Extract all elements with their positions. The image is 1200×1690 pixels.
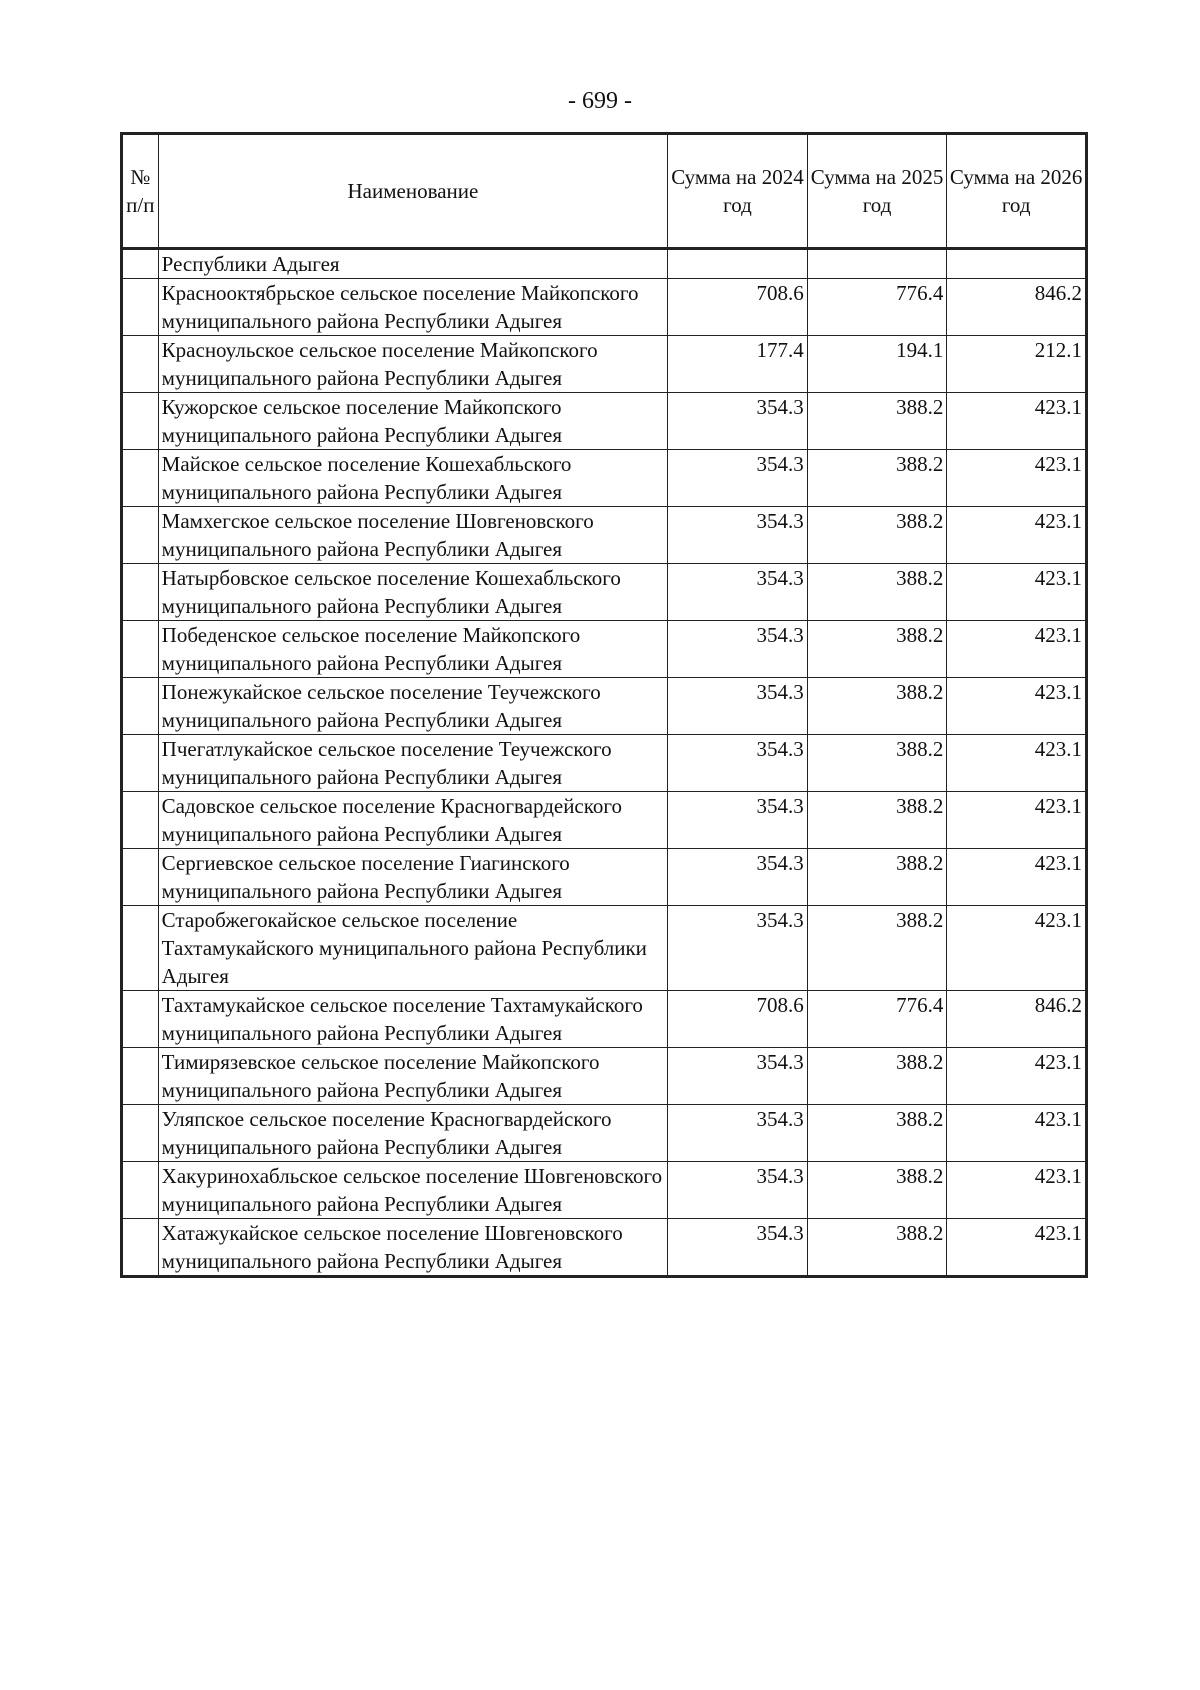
sum-2026-cell: 423.1 [947, 1105, 1087, 1162]
sum-2026-cell: 212.1 [947, 336, 1087, 393]
settlement-name: Хакуринохабльское сельское поселение Шовгеновского муниципального района Республики Адыгея [158, 1162, 668, 1219]
sum-2024-cell: 354.3 [668, 393, 808, 450]
table-row [122, 906, 1087, 991]
sum-2026-cell: 423.1 [947, 678, 1087, 735]
sum-2025-cell: 388.2 [807, 621, 947, 678]
settlement-name: Кужорское сельское поселение Майкопского муниципального района Республики Адыгея [158, 393, 668, 450]
sum-2024-cell: 354.3 [668, 564, 808, 621]
sum-2024-cell: 354.3 [668, 792, 808, 849]
settlement-name: Хатажукайское сельское поселение Шовгеновского муниципального района Республики Адыгея [158, 1219, 668, 1277]
row-number-cell [122, 249, 159, 279]
sum-2025-cell: 194.1 [807, 336, 947, 393]
table-row [122, 450, 1087, 507]
sum-2024-cell: 354.3 [668, 450, 808, 507]
sum-2024-cell: 354.3 [668, 1105, 808, 1162]
sum-2025-cell: 388.2 [807, 1048, 947, 1105]
sum-2025-cell: 388.2 [807, 450, 947, 507]
row-number-cell [122, 393, 159, 450]
table-row [122, 1048, 1087, 1105]
settlement-name: Тахтамукайское сельское поселение Тахтамукайского муниципального района Республики Адыгея [158, 991, 668, 1048]
sum-2026-cell: 423.1 [947, 393, 1087, 450]
sum-2024-cell: 354.3 [668, 621, 808, 678]
row-number-cell [122, 1162, 159, 1219]
sum-2024-cell: 354.3 [668, 906, 808, 991]
table-row [122, 792, 1087, 849]
sum-2026-cell: 423.1 [947, 1048, 1087, 1105]
empty-cell [668, 249, 808, 279]
sum-2024-cell: 354.3 [668, 1048, 808, 1105]
sum-2024-cell: 354.3 [668, 507, 808, 564]
sum-2025-cell: 776.4 [807, 279, 947, 336]
sum-2026-cell: 423.1 [947, 1219, 1087, 1277]
table-row [122, 1105, 1087, 1162]
sum-2024-cell: 708.6 [668, 279, 808, 336]
header-sum-2024: Сумма на 2024 год [668, 134, 808, 249]
header-name: Наименование [158, 134, 668, 249]
sum-2024-cell: 354.3 [668, 735, 808, 792]
sum-2025-cell: 388.2 [807, 678, 947, 735]
table-row [122, 564, 1087, 621]
sum-2025-cell: 388.2 [807, 1105, 947, 1162]
settlement-name: Уляпское сельское поселение Красногвардейского муниципального района Республики Адыгея [158, 1105, 668, 1162]
empty-cell [807, 249, 947, 279]
header-number: № п/п [122, 134, 159, 249]
table-row [122, 507, 1087, 564]
sum-2024-cell: 354.3 [668, 1162, 808, 1219]
sum-2026-cell: 846.2 [947, 991, 1087, 1048]
table-row [122, 336, 1087, 393]
sum-2025-cell: 388.2 [807, 564, 947, 621]
budget-table [120, 132, 1088, 1278]
sum-2025-cell: 388.2 [807, 792, 947, 849]
sum-2025-cell: 388.2 [807, 849, 947, 906]
table-row [122, 849, 1087, 906]
sum-2026-cell: 423.1 [947, 849, 1087, 906]
settlement-name: Победенское сельское поселение Майкопского муниципального района Республики Адыгея [158, 621, 668, 678]
row-number-cell [122, 564, 159, 621]
sum-2024-cell: 354.3 [668, 849, 808, 906]
row-number-cell [122, 849, 159, 906]
page-number: - 699 - [568, 88, 632, 114]
header-sum-2026: Сумма на 2026 год [947, 134, 1087, 249]
table-row [122, 1162, 1087, 1219]
sum-2025-cell: 388.2 [807, 507, 947, 564]
row-number-cell [122, 1219, 159, 1277]
sum-2026-cell: 423.1 [947, 507, 1087, 564]
sum-2024-cell: 354.3 [668, 678, 808, 735]
sum-2026-cell: 423.1 [947, 621, 1087, 678]
settlement-name: Понежукайское сельское поселение Теучежского муниципального района Республики Адыгея [158, 678, 668, 735]
table-row [122, 1219, 1087, 1277]
sum-2026-cell: 846.2 [947, 279, 1087, 336]
row-number-cell [122, 621, 159, 678]
sum-2026-cell: 423.1 [947, 450, 1087, 507]
row-number-cell [122, 1048, 159, 1105]
settlement-name: Пчегатлукайское сельское поселение Теучежского муниципального района Республики Адыгея [158, 735, 668, 792]
empty-cell [947, 249, 1087, 279]
row-number-cell [122, 678, 159, 735]
row-number-cell [122, 279, 159, 336]
sum-2025-cell: 388.2 [807, 393, 947, 450]
table-row [122, 735, 1087, 792]
table-row [122, 991, 1087, 1048]
sum-2025-cell: 776.4 [807, 991, 947, 1048]
settlement-name: Старобжегокайское сельское поселение Тахтамукайского муниципального района Республики Адыгея [158, 906, 668, 991]
sum-2026-cell: 423.1 [947, 735, 1087, 792]
settlement-name: Майское сельское поселение Кошехабльского муниципального района Республики Адыгея [158, 450, 668, 507]
row-number-cell [122, 1105, 159, 1162]
row-number-cell [122, 792, 159, 849]
sum-2024-cell: 708.6 [668, 991, 808, 1048]
row-number-cell [122, 735, 159, 792]
continuation-row [122, 249, 1087, 279]
settlement-name: Садовское сельское поселение Красногвардейского муниципального района Республики Адыгея [158, 792, 668, 849]
header-row [122, 134, 1087, 249]
settlement-name: Красноульское сельское поселение Майкопского муниципального района Республики Адыгея [158, 336, 668, 393]
settlement-name: Тимирязевское сельское поселение Майкопского муниципального района Республики Адыгея [158, 1048, 668, 1105]
table-row [122, 279, 1087, 336]
sum-2024-cell: 354.3 [668, 1219, 808, 1277]
sum-2024-cell: 177.4 [668, 336, 808, 393]
sum-2025-cell: 388.2 [807, 1162, 947, 1219]
sum-2025-cell: 388.2 [807, 1219, 947, 1277]
row-number-cell [122, 507, 159, 564]
sum-2026-cell: 423.1 [947, 564, 1087, 621]
sum-2025-cell: 388.2 [807, 906, 947, 991]
sum-2026-cell: 423.1 [947, 1162, 1087, 1219]
settlement-name: Краснооктябрьское сельское поселение Майкопского муниципального района Республики Адыгея [158, 279, 668, 336]
sum-2026-cell: 423.1 [947, 906, 1087, 991]
row-number-cell [122, 450, 159, 507]
table-row [122, 393, 1087, 450]
settlement-name: Сергиевское сельское поселение Гиагинского муниципального района Республики Адыгея [158, 849, 668, 906]
table-row [122, 621, 1087, 678]
sum-2026-cell: 423.1 [947, 792, 1087, 849]
row-number-cell [122, 906, 159, 991]
settlement-name: Мамхегское сельское поселение Шовгеновского муниципального района Республики Адыгея [158, 507, 668, 564]
continuation-text: Республики Адыгея [158, 249, 668, 279]
sum-2025-cell: 388.2 [807, 735, 947, 792]
row-number-cell [122, 991, 159, 1048]
settlement-name: Натырбовское сельское поселение Кошехабльского муниципального района Республики Адыгея [158, 564, 668, 621]
row-number-cell [122, 336, 159, 393]
header-sum-2025: Сумма на 2025 год [807, 134, 947, 249]
table-row [122, 678, 1087, 735]
